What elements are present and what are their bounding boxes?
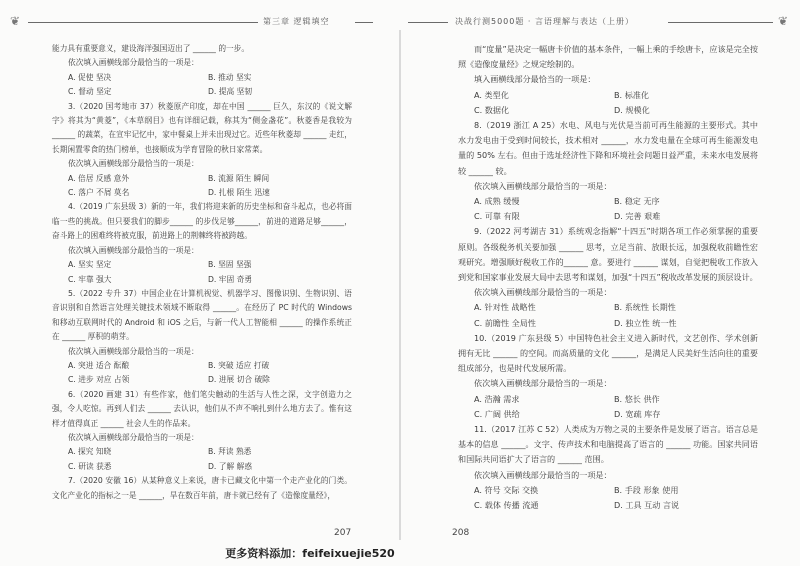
answer-option: D. 完善 艰难: [614, 211, 661, 222]
answer-option: A. 浩瀚 需求: [474, 393, 520, 404]
right-page-content: [458, 42, 758, 513]
left-header-title: 第三章 逻辑填空: [260, 16, 333, 27]
answer-option: A. 坚实 坚定: [68, 260, 112, 270]
paragraph: 依次填入画横线部分最恰当的一项是：: [68, 346, 199, 356]
answer-option: D. 宽疏 库存: [614, 408, 661, 419]
left-page-content: [52, 42, 352, 503]
answer-option: C. 数据化: [474, 104, 510, 115]
answer-option: C. 广阔 供给: [474, 408, 520, 419]
answer-options: [458, 88, 758, 118]
paragraph: 依次填入画横线部分最恰当的一项是：: [68, 58, 199, 68]
answer-option: D. 了解 解惑: [208, 461, 253, 471]
paragraph: 依次填入画横线部分最恰当的一项是：: [68, 432, 199, 442]
answer-option: B. 突破 适应 打破: [208, 360, 270, 370]
answer-option: C. 可靠 有限: [474, 211, 520, 222]
ornament-icon: ❦: [10, 14, 21, 28]
footer-text: 更多资料添加：feifeixuejie520: [225, 547, 395, 560]
answer-option: B. 标准化: [614, 89, 649, 100]
header-rule: [408, 22, 448, 23]
answer-option: A. 探究 知晓: [68, 447, 112, 457]
answer-option: C. 载体 传播 流通: [474, 500, 539, 511]
paragraph: 依次填入画横线部分最恰当的一项是：: [474, 287, 612, 298]
paragraph: 11.（2017 江苏 C 52）人类成为万物之灵的主要条件是发展了语言。语言总是基本的信息 ______。文字、传声技术和电脑提高了语言的 ______ 功能。国家共同语和国际共同语扩大了语言的 ______ 范围。: [458, 424, 758, 465]
answer-option: A. 针对性 战略性: [474, 302, 536, 313]
header-rule: [668, 22, 773, 23]
paragraph: 依次填入画横线部分最恰当的一项是：: [474, 180, 612, 191]
answer-option: A. 突进 适合 酝酿: [68, 360, 130, 370]
right-header: [408, 14, 793, 30]
paragraph: 依次填入画横线部分最恰当的一项是：: [474, 378, 612, 389]
answer-option: B. 系统性 长期性: [614, 302, 676, 313]
answer-options: [52, 71, 352, 100]
answer-options: [458, 483, 758, 513]
answer-option: B. 拜读 熟悉: [208, 447, 252, 457]
answer-option: B. 悠长 供作: [614, 393, 660, 404]
answer-options: [458, 392, 758, 422]
paragraph: 5.（2022 专升 37）中国企业在计算机视觉、机器学习、图像识别、生物识别、语音识别和自然语言处理关键技术领域不断取得 ______。在经历了 PC 时代的 Windows 和移动互联网时代的 Android 和 iOS 之后，与新一代人工智能相 ______ 的操作系统正在 ______ 厚积的萌芽。: [52, 288, 352, 342]
answer-option: D. 进展 切合 破除: [208, 375, 270, 385]
header-rule: [28, 22, 258, 23]
paragraph: 8.（2019 浙江 A 25）水电、风电与光伏是当前可再生能源的主要形式。其中水力发电由于受到时间较长，技术相对 ______，水力发电量在全球可再生能源发电量的 50% 左右。但由于选址经济性下降和环境社会问题日益严重，未来水电发展将较 ______ 较。: [458, 120, 758, 176]
answer-options: [52, 172, 352, 201]
answer-options: [52, 445, 352, 474]
answer-option: A. 倍居 反感 意外: [68, 173, 130, 183]
left-page: [0, 0, 400, 545]
header-rule: [355, 22, 373, 23]
answer-option: C. 前瞻性 全局性: [474, 317, 536, 328]
left-header: [10, 14, 395, 30]
answer-option: A. 符号 交际 交换: [474, 484, 539, 495]
paragraph: 而“度量”是决定一幅唐卡价值的基本条件，一幅上乘的手绘唐卡，应该是完全按照《造像度量经》之规定绘制的。: [458, 44, 758, 70]
answer-option: C. 督动 坚定: [68, 87, 112, 97]
answer-option: A. 促使 坚决: [68, 72, 112, 82]
answer-option: D. 提高 坚韧: [208, 87, 253, 97]
answer-options: [458, 194, 758, 224]
answer-option: C. 研读 获悉: [68, 461, 112, 471]
answer-option: D. 独立性 统一性: [614, 317, 677, 328]
answer-option: B. 坚固 坚强: [208, 260, 252, 270]
paragraph: 6.（2020 画建 31）有些作家，他们笔尖触动的生活与人性之深，文字创造力之强，令人吃惊。再到人们去 ______ 去认识，他们从不声不响扎到什么地方去了。惟有这样才值得真正 ______ 社会人生的作品来。: [52, 389, 352, 428]
paragraph: 4.（2019 广东县级 3）新的一年，我们将迎来新的历史坐标和奋斗起点，也必将面临一些的挑战。但只要我们的脚步______ 的步伐足够______，前进的道路足够______，奋斗路上的困难终将被克服，前进路上的荆棘终将被跨越。: [52, 202, 352, 241]
answer-option: D. 扎根 陌生 迅速: [208, 188, 270, 198]
answer-option: A. 成熟 缓慢: [474, 196, 520, 207]
paragraph: 能力具有重要意义，建设海洋强国迈出了 ______ 的一步。: [52, 44, 250, 53]
answer-option: A. 类型化: [474, 89, 509, 100]
right-page: [400, 0, 800, 545]
answer-option: B. 推动 坚实: [208, 72, 252, 82]
paragraph: 10.（2019 广东县级 5）中国特色社会主义进入新时代，文艺创作、学术创新拥有无比 ______ 的空间。而高质量的文化 ______，是满足人民美好生活向往的重要组成部分，也是时代发展所需。: [458, 332, 758, 374]
footer-note: [0, 545, 800, 566]
answer-option: D. 牢固 奇勇: [208, 274, 253, 284]
answer-option: C. 牢靠 强大: [68, 274, 112, 284]
answer-option: B. 手段 形象 使用: [614, 484, 679, 495]
answer-option: D. 工具 互动 言说: [614, 500, 680, 511]
paragraph: 填入画横线部分最恰当的一项是：: [474, 74, 596, 85]
answer-option: B. 稳定 无序: [614, 196, 660, 207]
left-page-number: 207: [334, 528, 352, 538]
paragraph: 9.（2022 河考湖吉 31）系统观念指解“十四五”时期各项工作必须掌握的重要原则。各级税务机关要加强 ______ 思考，立足当前、放眼长远，加强税收前瞻性宏观研究。增强顺好税收工作的______ 意。要进行 ______ 谋划，自觉把税收工作放入到党和国家事业发展大局中去思考和谋划，加强“十四五”税收改革发展的顶层设计。: [458, 226, 758, 283]
answer-option: B. 流源 陌生 瞬间: [208, 173, 270, 183]
answer-options: [458, 300, 758, 330]
right-header-title: 决战行测5000题 · 言语理解与表达（上册）: [452, 16, 637, 27]
answer-options: [52, 359, 352, 388]
ornament-icon: ❦: [778, 14, 789, 28]
paragraph: 依次填入画横线部分最恰当的一项是：: [474, 469, 612, 480]
answer-options: [52, 258, 352, 287]
paragraph: 7.（2020 安徽 16）从某种意义上来说，唐卡已藏文化中第一个走产业化的门类。文化产业化的指标之一是 ______，旱在数百年前，唐卡就已经有了《造像度量经》，: [52, 476, 352, 500]
answer-option: C. 进步 对应 占领: [68, 375, 130, 385]
answer-option: D. 规模化: [614, 104, 650, 115]
paragraph: 依次填入画横线部分最恰当的一项是：: [68, 159, 199, 169]
answer-option: C. 落户 不屑 莫名: [68, 188, 130, 198]
paragraph: 依次填入画横线部分最恰当的一项是：: [68, 245, 199, 255]
right-page-number: 208: [452, 528, 470, 538]
paragraph: 3.（2020 国考地市 37）秋菱原产印度，却在中国 ______ 巨久，东汉的《说文解字》将其为“黄菱”，《本草纲目》也有详细记载，称其为“侧金盏花”。秋菱香是我较为 ______ 的蔬菜，在宣牢记忆中，家中餐桌上并未出现过它。近些年秋菱却 ______ 走红，长期闲置零食的热门榜单，也接顺成为学育冒险的秋日家常菜。: [52, 101, 352, 154]
